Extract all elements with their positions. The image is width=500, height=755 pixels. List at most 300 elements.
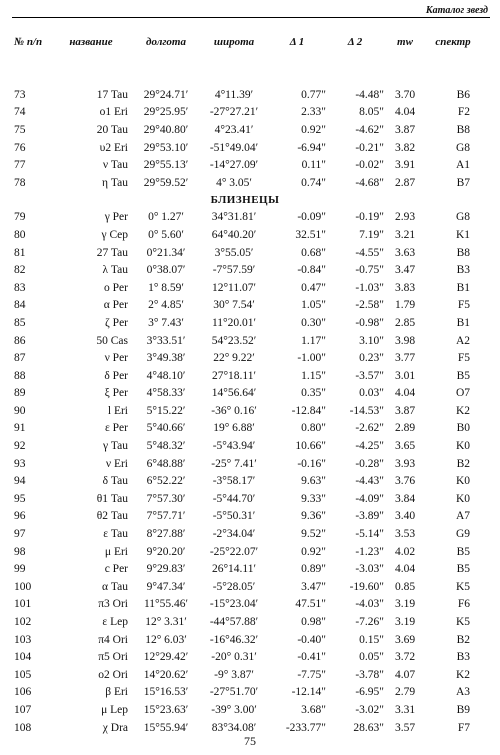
cell-mw: 3.82 xyxy=(394,141,416,154)
cell-mw: 3.19 xyxy=(394,616,416,629)
cell-spectrum: K0 xyxy=(455,492,470,505)
cell-number: 74 xyxy=(14,106,26,119)
cell-number: 85 xyxy=(14,316,26,329)
cell-delta1: -1.00" xyxy=(297,352,326,365)
cell-latitude: -51°49.04′ xyxy=(209,141,259,154)
cell-name: π3 Ori xyxy=(98,598,128,611)
cell-longitude: 15°16.53′ xyxy=(143,686,189,699)
cell-mw: 4.04 xyxy=(394,106,416,119)
table-row xyxy=(10,156,480,174)
cell-mw: 3.01 xyxy=(394,369,416,382)
cell-latitude: -39° 3.00′ xyxy=(211,703,257,716)
cell-mw: 3.84 xyxy=(394,492,416,505)
cell-delta1: 0.92" xyxy=(301,545,326,558)
table-row xyxy=(10,279,480,297)
cell-latitude: -5°50.31′ xyxy=(212,510,256,523)
cell-name: υ2 Eri xyxy=(99,141,128,154)
cell-name: 27 Tau xyxy=(96,246,128,259)
table-row xyxy=(10,314,480,332)
section-label: БЛИЗНЕЦЫ xyxy=(210,194,280,207)
cell-longitude: 29°55.13′ xyxy=(143,159,189,172)
cell-longitude: 2° 4.85′ xyxy=(148,299,184,312)
cell-number: 88 xyxy=(14,369,26,382)
cell-name: θ2 Tau xyxy=(96,510,128,523)
cell-delta2: -0.19" xyxy=(355,211,384,224)
cell-mw: 3.31 xyxy=(394,703,416,716)
section-row xyxy=(10,192,480,209)
cell-name: ζ Per xyxy=(105,316,128,329)
cell-spectrum: F5 xyxy=(457,299,470,312)
cell-latitude: -15°23.04′ xyxy=(209,598,259,611)
cell-delta1: -0.16" xyxy=(297,457,326,470)
table-row xyxy=(10,472,480,490)
cell-spectrum: F6 xyxy=(457,598,470,611)
col-header-delta2: Δ 2 xyxy=(347,36,363,48)
star-catalog-table xyxy=(10,36,480,736)
table-row xyxy=(10,104,480,122)
table-row xyxy=(10,297,480,315)
cell-mw: 2.79 xyxy=(394,686,416,699)
cell-delta1: 0.30" xyxy=(301,316,326,329)
cell-mw: 3.21 xyxy=(394,228,416,241)
table-row xyxy=(10,86,480,104)
cell-delta1: 0.35" xyxy=(301,387,326,400)
cell-delta2: -0.75" xyxy=(355,264,384,277)
cell-delta2: 0.15" xyxy=(359,633,384,646)
cell-spectrum: F2 xyxy=(457,106,470,119)
cell-delta2: -1.03" xyxy=(355,281,384,294)
cell-delta2: -7.26" xyxy=(355,616,384,629)
cell-latitude: -25° 7.41′ xyxy=(211,457,257,470)
cell-latitude: 4°11.39′ xyxy=(214,88,254,101)
cell-delta1: 2.33" xyxy=(301,106,326,119)
cell-spectrum: K1 xyxy=(455,228,470,241)
cell-delta2: -6.95" xyxy=(355,686,384,699)
cell-longitude: 12° 6.03′ xyxy=(145,633,187,646)
cell-latitude: -5°44.70′ xyxy=(212,492,256,505)
cell-longitude: 12° 3.31′ xyxy=(145,616,187,629)
cell-delta1: 1.17" xyxy=(301,334,326,347)
cell-latitude: 26°14.11′ xyxy=(211,563,257,576)
cell-delta1: 47.51" xyxy=(295,598,326,611)
cell-spectrum: B9 xyxy=(456,703,470,716)
table-row xyxy=(10,139,480,157)
cell-delta2: -2.62" xyxy=(355,422,384,435)
cell-name: ο2 Ori xyxy=(98,668,128,681)
cell-longitude: 9°47.34′ xyxy=(146,580,186,593)
table-row xyxy=(10,701,480,719)
cell-number: 80 xyxy=(14,228,26,241)
cell-spectrum: G8 xyxy=(455,141,470,154)
cell-latitude: 12°11.07′ xyxy=(211,281,257,294)
cell-delta1: -0.09" xyxy=(297,211,326,224)
cell-spectrum: G8 xyxy=(455,211,470,224)
cell-delta2: -5.14" xyxy=(355,528,384,541)
cell-name: 17 Tau xyxy=(96,88,128,101)
cell-latitude: 34°31.81′ xyxy=(211,211,257,224)
cell-spectrum: A3 xyxy=(455,686,470,699)
cell-spectrum: B7 xyxy=(456,176,470,189)
cell-spectrum: B3 xyxy=(456,651,470,664)
col-header-longitude: долгота xyxy=(146,36,186,48)
table-row xyxy=(10,560,480,578)
cell-delta1: 0.89" xyxy=(301,563,326,576)
cell-number: 104 xyxy=(14,651,32,664)
cell-longitude: 6°52.22′ xyxy=(146,475,186,488)
cell-longitude: 15°55.94′ xyxy=(143,721,189,734)
cell-spectrum: K2 xyxy=(455,404,470,417)
cell-longitude: 29°53.10′ xyxy=(143,141,189,154)
table-header-row xyxy=(10,36,480,86)
table-row xyxy=(10,648,480,666)
cell-delta2: -3.78" xyxy=(355,668,384,681)
cell-name: ν Per xyxy=(104,352,128,365)
page-number: 75 xyxy=(244,734,256,748)
cell-latitude: -44°57.88′ xyxy=(209,616,259,629)
cell-mw: 3.57 xyxy=(394,721,416,734)
cell-spectrum: B8 xyxy=(456,123,470,136)
cell-number: 89 xyxy=(14,387,26,400)
cell-spectrum: B1 xyxy=(456,316,470,329)
cell-latitude: -3°58.17′ xyxy=(212,475,256,488)
col-header-latitude: широта xyxy=(213,36,255,48)
cell-name: γ Cep xyxy=(101,228,128,241)
cell-number: 102 xyxy=(14,616,32,629)
cell-number: 77 xyxy=(14,159,26,172)
cell-mw: 3.93 xyxy=(394,457,416,470)
cell-longitude: 29°59.52′ xyxy=(143,176,189,189)
cell-mw: 3.98 xyxy=(394,334,416,347)
table-row xyxy=(10,490,480,508)
cell-delta1: 0.80" xyxy=(301,422,326,435)
cell-number: 98 xyxy=(14,545,26,558)
cell-name: ο Per xyxy=(104,281,128,294)
cell-delta1: 0.77" xyxy=(301,88,326,101)
cell-number: 92 xyxy=(14,440,26,453)
cell-latitude: -2°34.04′ xyxy=(212,528,256,541)
cell-delta2: -3.89" xyxy=(355,510,384,523)
table-row xyxy=(10,226,480,244)
cell-mw: 4.02 xyxy=(394,545,416,558)
cell-delta1: 0.68" xyxy=(301,246,326,259)
cell-name: 20 Tau xyxy=(96,123,128,136)
cell-number: 81 xyxy=(14,246,26,259)
cell-name: ξ Per xyxy=(104,387,128,400)
cell-name: l Eri xyxy=(107,404,128,417)
cell-longitude: 4°58.33′ xyxy=(146,387,186,400)
col-header-number: № п/п xyxy=(14,36,43,48)
cell-delta1: 32.51" xyxy=(295,228,326,241)
cell-latitude: 54°23.52′ xyxy=(211,334,257,347)
cell-delta2: -0.02" xyxy=(355,159,384,172)
cell-spectrum: B1 xyxy=(456,281,470,294)
cell-delta1: -0.40" xyxy=(297,633,326,646)
cell-name: α Per xyxy=(103,299,128,312)
cell-mw: 4.04 xyxy=(394,387,416,400)
cell-latitude: -25°22.07′ xyxy=(209,545,259,558)
cell-number: 79 xyxy=(14,211,26,224)
cell-mw: 4.07 xyxy=(394,668,416,681)
cell-mw: 3.63 xyxy=(394,246,416,259)
cell-delta1: -233.77" xyxy=(285,721,326,734)
cell-number: 101 xyxy=(14,598,32,611)
cell-number: 93 xyxy=(14,457,26,470)
cell-name: ε Tau xyxy=(103,528,128,541)
cell-name: γ Per xyxy=(104,211,128,224)
cell-delta2: 3.10" xyxy=(359,334,384,347)
cell-delta2: -0.21" xyxy=(355,141,384,154)
table-row xyxy=(10,349,480,367)
cell-name: χ Dra xyxy=(102,721,128,734)
cell-delta2: -14.53" xyxy=(349,404,384,417)
table-row xyxy=(10,209,480,227)
cell-longitude: 7°57.71′ xyxy=(146,510,186,523)
table-row xyxy=(10,613,480,631)
table-row xyxy=(10,631,480,649)
cell-latitude: -5°28.05′ xyxy=(212,580,256,593)
cell-mw: 2.89 xyxy=(394,422,416,435)
cell-longitude: 12°29.42′ xyxy=(143,651,189,664)
cell-mw: 2.85 xyxy=(394,316,416,329)
cell-delta2: -0.98" xyxy=(355,316,384,329)
cell-spectrum: K2 xyxy=(455,668,470,681)
cell-name: θ1 Tau xyxy=(96,492,128,505)
cell-spectrum: B3 xyxy=(456,264,470,277)
table-row xyxy=(10,121,480,139)
cell-number: 87 xyxy=(14,352,26,365)
cell-mw: 3.91 xyxy=(394,159,416,172)
cell-latitude: -36° 0.16′ xyxy=(211,404,257,417)
table-row xyxy=(10,385,480,403)
cell-delta1: 0.92" xyxy=(301,123,326,136)
cell-mw: 3.87 xyxy=(394,123,416,136)
table-row xyxy=(10,578,480,596)
cell-longitude: 3°33.51′ xyxy=(146,334,186,347)
cell-latitude: -14°27.09′ xyxy=(209,159,259,172)
cell-spectrum: B5 xyxy=(456,563,470,576)
col-header-mw: mw xyxy=(397,36,413,48)
cell-name: ν Eri xyxy=(105,457,128,470)
cell-mw: 3.77 xyxy=(394,352,416,365)
cell-name: ο1 Eri xyxy=(99,106,128,119)
cell-number: 94 xyxy=(14,475,26,488)
cell-delta2: -4.25" xyxy=(355,440,384,453)
cell-longitude: 0°21.34′ xyxy=(146,246,186,259)
cell-longitude: 29°25.95′ xyxy=(143,106,189,119)
cell-delta1: 9.33" xyxy=(301,492,326,505)
table-row xyxy=(10,367,480,385)
cell-name: μ Eri xyxy=(104,545,128,558)
cell-number: 97 xyxy=(14,528,26,541)
cell-number: 82 xyxy=(14,264,26,277)
cell-mw: 2.87 xyxy=(394,176,416,189)
col-header-delta1: Δ 1 xyxy=(289,36,305,48)
cell-latitude: 14°56.64′ xyxy=(211,387,257,400)
table-row xyxy=(10,332,480,350)
cell-name: α Tau xyxy=(102,580,128,593)
running-header: Каталог звезд xyxy=(425,5,488,16)
cell-delta1: 1.05" xyxy=(301,299,326,312)
table-row xyxy=(10,261,480,279)
cell-delta1: 0.11" xyxy=(301,159,326,172)
cell-number: 83 xyxy=(14,281,26,294)
cell-spectrum: B6 xyxy=(456,88,470,101)
cell-number: 100 xyxy=(14,580,32,593)
cell-delta1: -0.41" xyxy=(297,651,326,664)
cell-delta1: -12.84" xyxy=(291,404,326,417)
cell-longitude: 14°20.62′ xyxy=(143,668,189,681)
cell-name: ν Tau xyxy=(102,159,128,172)
cell-spectrum: B5 xyxy=(456,545,470,558)
cell-mw: 3.87 xyxy=(394,404,416,417)
cell-delta2: -3.57" xyxy=(355,369,384,382)
cell-delta1: 0.74" xyxy=(301,176,326,189)
cell-latitude: 11°20.01′ xyxy=(211,316,257,329)
cell-delta1: 10.66" xyxy=(295,440,326,453)
cell-delta2: 0.03" xyxy=(359,387,384,400)
header-rule xyxy=(12,17,490,18)
table-row xyxy=(10,402,480,420)
cell-spectrum: B5 xyxy=(456,369,470,382)
cell-longitude: 6°48.88′ xyxy=(146,457,186,470)
cell-delta2: -19.60" xyxy=(349,580,384,593)
table-row xyxy=(10,244,480,262)
table-row xyxy=(10,684,480,702)
cell-delta2: 0.23" xyxy=(359,352,384,365)
cell-delta2: -4.09" xyxy=(355,492,384,505)
cell-name: π4 Ori xyxy=(98,633,128,646)
cell-mw: 3.70 xyxy=(394,88,416,101)
cell-name: ε Lep xyxy=(102,616,128,629)
cell-spectrum: G9 xyxy=(455,528,470,541)
cell-mw: 3.19 xyxy=(394,598,416,611)
cell-name: η Tau xyxy=(102,176,128,189)
table-row xyxy=(10,455,480,473)
cell-delta1: 9.63" xyxy=(301,475,326,488)
cell-longitude: 0° 5.60′ xyxy=(148,228,184,241)
cell-longitude: 9°29.83′ xyxy=(146,563,186,576)
cell-mw: 3.65 xyxy=(394,440,416,453)
table-row xyxy=(10,525,480,543)
cell-delta1: 1.15" xyxy=(301,369,326,382)
cell-delta1: 9.36" xyxy=(301,510,326,523)
cell-number: 73 xyxy=(14,88,26,101)
cell-latitude: 4°23.41′ xyxy=(214,123,254,136)
cell-name: β Eri xyxy=(105,686,128,699)
cell-name: ε Per xyxy=(104,422,128,435)
cell-spectrum: B0 xyxy=(456,422,470,435)
cell-latitude: 27°18.11′ xyxy=(211,369,257,382)
table-row xyxy=(10,666,480,684)
cell-latitude: -9° 3.87′ xyxy=(214,668,254,681)
cell-latitude: -20° 0.31′ xyxy=(211,651,257,664)
cell-latitude: -5°43.94′ xyxy=(212,440,256,453)
cell-delta2: 0.05" xyxy=(359,651,384,664)
cell-longitude: 29°40.80′ xyxy=(143,123,189,136)
cell-longitude: 29°24.71′ xyxy=(143,88,189,101)
cell-spectrum: A2 xyxy=(455,334,470,347)
cell-spectrum: K5 xyxy=(455,580,470,593)
cell-name: λ Tau xyxy=(102,264,128,277)
cell-mw: 3.83 xyxy=(394,281,416,294)
cell-latitude: 4° 3.05′ xyxy=(216,176,252,189)
cell-number: 86 xyxy=(14,334,26,347)
cell-spectrum: A1 xyxy=(455,159,470,172)
cell-mw: 3.53 xyxy=(394,528,416,541)
cell-longitude: 5°15.22′ xyxy=(146,404,186,417)
cell-spectrum: K0 xyxy=(455,440,470,453)
cell-name: δ Tau xyxy=(102,475,128,488)
cell-delta1: -6.94" xyxy=(297,141,326,154)
cell-delta2: -4.43" xyxy=(355,475,384,488)
cell-latitude: 30° 7.54′ xyxy=(213,299,255,312)
cell-mw: 4.04 xyxy=(394,563,416,576)
cell-longitude: 4°48.10′ xyxy=(146,369,186,382)
cell-longitude: 5°48.32′ xyxy=(146,440,186,453)
cell-delta2: 28.63" xyxy=(353,721,384,734)
cell-delta2: 7.19" xyxy=(359,228,384,241)
cell-delta1: 0.47" xyxy=(301,281,326,294)
cell-longitude: 9°20.20′ xyxy=(146,545,186,558)
cell-longitude: 8°27.88′ xyxy=(146,528,186,541)
cell-name: π5 Ori xyxy=(98,651,128,664)
cell-spectrum: F7 xyxy=(457,721,470,734)
cell-delta2: -4.62" xyxy=(355,123,384,136)
cell-number: 99 xyxy=(14,563,26,576)
cell-number: 90 xyxy=(14,404,26,417)
cell-latitude: -7°57.59′ xyxy=(212,264,256,277)
cell-number: 76 xyxy=(14,141,26,154)
cell-delta2: -2.58" xyxy=(355,299,384,312)
cell-latitude: 22° 9.22′ xyxy=(213,352,255,365)
cell-delta1: 9.52" xyxy=(301,528,326,541)
table-row xyxy=(10,420,480,438)
col-header-spectrum: спектр xyxy=(435,36,471,48)
cell-longitude: 3°49.38′ xyxy=(146,352,186,365)
cell-number: 91 xyxy=(14,422,26,435)
cell-mw: 0.85 xyxy=(394,580,416,593)
cell-delta1: 3.47" xyxy=(301,580,326,593)
cell-name: γ Tau xyxy=(102,440,128,453)
cell-delta2: -4.48" xyxy=(355,88,384,101)
cell-delta2: -1.23" xyxy=(355,545,384,558)
cell-delta2: -3.02" xyxy=(355,703,384,716)
cell-spectrum: B8 xyxy=(456,246,470,259)
table-row xyxy=(10,437,480,455)
cell-name: μ Lep xyxy=(101,703,128,716)
cell-delta2: -4.55" xyxy=(355,246,384,259)
cell-delta1: -12.14" xyxy=(291,686,326,699)
cell-number: 84 xyxy=(14,299,26,312)
table-body-taurus xyxy=(10,86,480,192)
cell-delta1: -0.84" xyxy=(297,264,326,277)
cell-longitude: 7°57.30′ xyxy=(146,492,186,505)
cell-number: 103 xyxy=(14,633,32,646)
table-row xyxy=(10,174,480,192)
cell-name: 50 Cas xyxy=(96,334,128,347)
cell-mw: 1.79 xyxy=(394,299,416,312)
col-header-name: название xyxy=(69,36,113,48)
table-body-gemini xyxy=(10,209,480,737)
cell-latitude: -27°27.21′ xyxy=(209,106,259,119)
cell-delta2: -4.03" xyxy=(355,598,384,611)
cell-number: 106 xyxy=(14,686,32,699)
cell-longitude: 3° 7.43′ xyxy=(148,316,184,329)
cell-latitude: 64°40.20′ xyxy=(211,228,257,241)
cell-number: 75 xyxy=(14,123,26,136)
cell-number: 96 xyxy=(14,510,26,523)
cell-latitude: -16°46.32′ xyxy=(209,633,259,646)
